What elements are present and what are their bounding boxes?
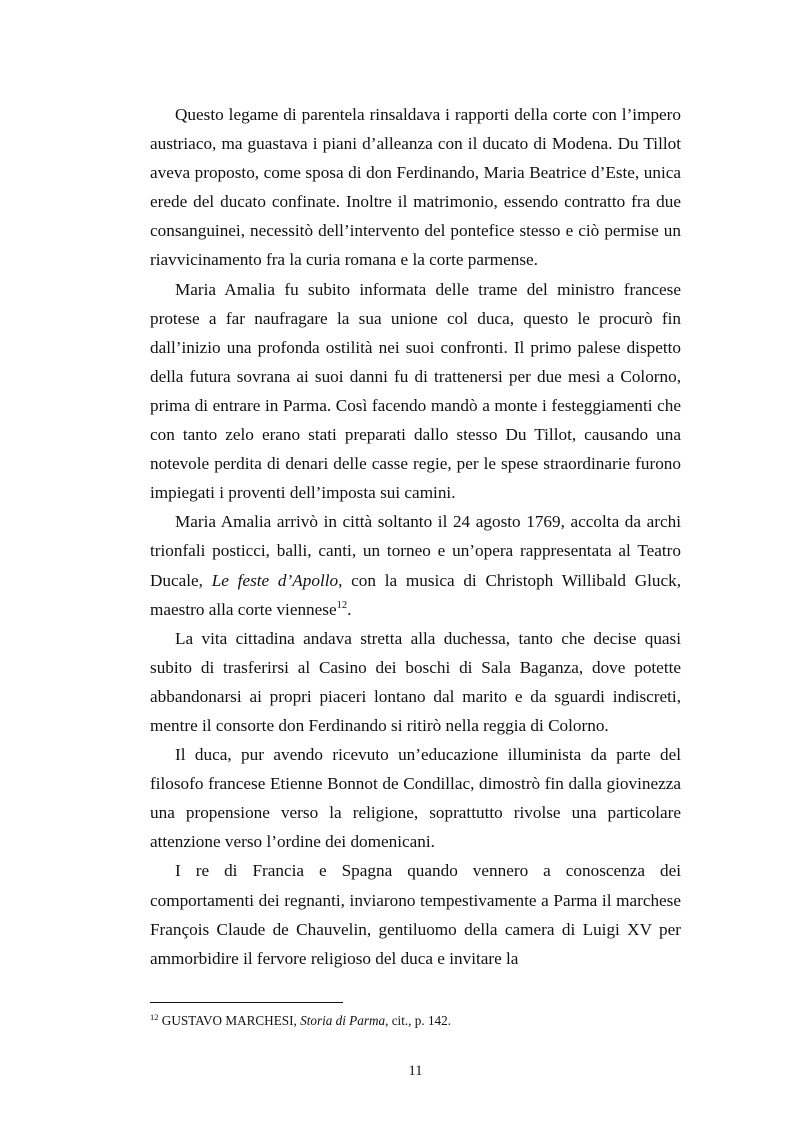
footnote-title: Storia di Parma xyxy=(300,1013,386,1028)
paragraph-3-text-after: , con la musica di Christoph Willibald Gluck, maestro alla corte viennese xyxy=(150,570,681,619)
paragraph-3 xyxy=(150,507,681,623)
page-number: 11 xyxy=(408,1063,423,1079)
footnote-citation: , cit., p. 142. xyxy=(385,1013,452,1028)
paragraph-1: Questo legame di parentela rinsaldava i rapporti della corte con l’impero austriaco, ma guastava i piani d’alleanza con il ducato di Modena. Du Tillot aveva proposto, come sposa di don Ferdinando, Maria Beatrice d’Este, unica erede del ducato confinate. Inoltre il matrimonio, essendo contratto fra due consanguinei, necessitò dell’intervento del pontefice stesso e ciò permise un riavvicinamento fra la curia romana e la corte parmense. xyxy=(150,105,681,270)
paragraph-3-end: . xyxy=(347,599,352,619)
opera-title: Le feste d’Apollo xyxy=(211,570,339,590)
footnote-number: 12 xyxy=(150,1012,159,1022)
paragraph-5: Il duca, pur avendo ricevuto un’educazione illuminista da parte del filosofo francese Etienne Bonnot de Condillac, dimostrò fin dalla giovinezza una propensione verso la religione, soprattutto rivolse una particolare attenzione verso l’ordine dei domenicani. xyxy=(150,745,681,852)
footnote-separator xyxy=(150,1002,343,1003)
main-text xyxy=(150,100,681,973)
paragraph-2: Maria Amalia fu subito informata delle trame del ministro francese protese a far naufragare la sua unione col duca, questo le procurò fin dall’inizio una profonda ostilità nei suoi confronti. Il primo palese dispetto della futura sovrana ai suoi danni fu di trattenersi per due mesi a Colorno, prima di entrare in Parma. Così facendo mandò a monte i festeggiamenti che con tanto zelo erano stati preparati dallo stesso Du Tillot, causando una notevole perdita di denari delle casse regie, per le spese straordinarie furono impiegati i proventi dell’imposta sui camini. xyxy=(150,279,681,503)
paragraph-6: I re di Francia e Spagna quando vennero a conoscenza dei comportamenti dei regnanti, inviarono tempestivamente a Parma il marchese François Claude de Chauvelin, gentiluomo della camera di Luigi XV per ammorbidire il fervore religioso del duca e invitare la xyxy=(150,861,681,968)
footnote-reference[interactable]: 12 xyxy=(336,599,348,611)
paragraph-3-text-before: Maria Amalia arrivò in città soltanto il 24 agosto 1769, accolta da archi trionfali posticci, balli, canti, un torneo e un’opera rappresentata al Teatro Ducale, xyxy=(150,512,681,590)
footnote xyxy=(150,1012,681,1030)
paragraph-4: La vita cittadina andava stretta alla duchessa, tanto che decise quasi subito di trasferirsi al Casino dei boschi di Sala Baganza, dove potette abbandonarsi ai propri piaceri lontano dal marito e da sguardi indiscreti, mentre il consorte don Ferdinando si ritirò nella reggia di Colorno. xyxy=(150,628,681,735)
footnote-author: GUSTAVO MARCHESI, xyxy=(158,1013,301,1028)
